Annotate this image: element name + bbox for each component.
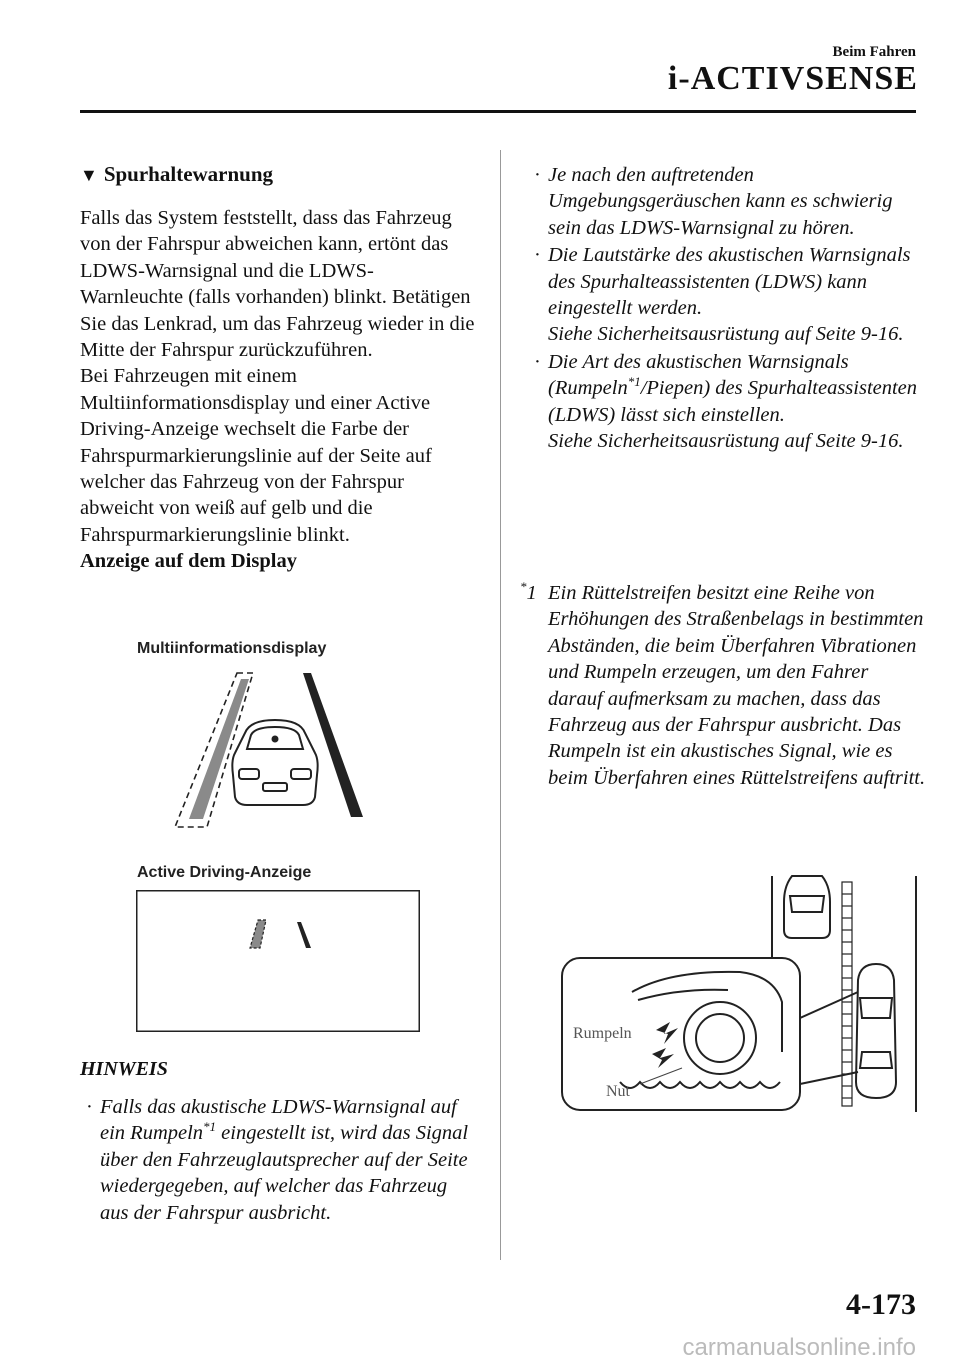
body-paragraph-2: Bei Fahrzeugen mit einem Multiinformationsdisplay und einer Active Driving-Anzeige wechselt die Farbe der Fahrspurmarkierungslinie auf der Seite auf welcher das Fahrzeug von der Fahrspur abweicht von weiß auf gelb und die Fahrspurmarkierungslinie blinkt. bbox=[80, 365, 432, 546]
note-item-1 bbox=[86, 1094, 480, 1226]
bullet-icon: · bbox=[534, 164, 541, 186]
section-heading bbox=[80, 162, 273, 187]
note-item-4-text-a: Die Art des akustischen Warnsignals (Rumpeln bbox=[548, 350, 849, 400]
footnote-asterisk: * bbox=[520, 579, 527, 595]
note-item-4 bbox=[534, 349, 928, 455]
body-paragraph-1: Falls das System feststellt, dass das Fahrzeug von der Fahrspur abweichen kann, ertönt das LDWS-Warnsignal und die LDWS-Warnleuchte (falls vorhanden) blinkt. Betätigen Sie das Lenkrad, um das Fahrzeug wieder in die Mitte der Fahrspur zurückzuführen. bbox=[80, 207, 475, 362]
active-driving-frame bbox=[137, 891, 420, 1032]
header-title: i-ACTIVSENSE bbox=[667, 60, 918, 97]
bullet-icon: · bbox=[86, 1096, 93, 1118]
active-driving-label: Active Driving-Anzeige bbox=[137, 864, 312, 881]
note-item-3 bbox=[534, 242, 928, 348]
multi-display-figure bbox=[165, 665, 385, 833]
triangle-marker-icon: ▼ bbox=[80, 165, 98, 185]
page-number: 4-173 bbox=[846, 1288, 916, 1321]
footnote-mark bbox=[520, 580, 537, 606]
footnote-ref: *1 bbox=[627, 374, 641, 390]
active-driving-figure bbox=[136, 890, 420, 1032]
footnote-text: Ein Rüttelstreifen besitzt eine Reihe von Erhöhungen des Straßenbelags in bestimmten Abständen, die beim Überfahren Vibrationen und Rumpeln erzeugen, um den Fahrer darauf aufmerksam zu machen, dass das Fahrzeug aus der Fahrspur ausbricht. Das Rumpeln ist ein akustisches Signal, wie es beim Überfahren eines Rüttelstreifens auftritt. bbox=[548, 582, 926, 789]
multi-display-label: Multiinformationsdisplay bbox=[137, 640, 327, 657]
car-top-view-icon bbox=[784, 876, 830, 938]
note-continuation bbox=[534, 162, 928, 455]
header-rule bbox=[80, 110, 916, 113]
note-item-2 bbox=[534, 162, 928, 241]
header-section-label: Beim Fahren bbox=[832, 44, 916, 60]
car-rear-icon bbox=[232, 720, 317, 805]
watermark: carmanualsonline.info bbox=[682, 1334, 916, 1361]
bullet-icon: · bbox=[534, 244, 541, 267]
note-item-4-reference: Siehe Sicherheitsausrüstung auf Seite 9-16. bbox=[548, 430, 904, 453]
bullet-icon: · bbox=[534, 350, 541, 373]
note-item-1-text-b: eingestellt ist, wird das Signal über den Fahrzeuglautsprecher auf der Seite wiedergegeben, auf welcher das Fahrzeug aus der Fahrspur ausbricht. bbox=[100, 1122, 469, 1224]
note-title: HINWEIS bbox=[80, 1058, 168, 1080]
footnote-ref: *1 bbox=[203, 1119, 217, 1135]
column-divider bbox=[500, 150, 501, 1260]
note-item-2-text: Je nach den auftretenden Umgebungsgeräuschen kann es schwierig sein das LDWS-Warnsignal zu hören. bbox=[548, 164, 893, 239]
note-item-4-text-b: /Piepen) des Spurhalteassistenten (LDWS) lässt sich einstellen. bbox=[548, 377, 918, 426]
body-text bbox=[80, 205, 475, 575]
note-item-3-reference: Siehe Sicherheitsausrüstung auf Seite 9-16. bbox=[548, 323, 904, 346]
footnote-number: 1 bbox=[526, 582, 537, 604]
car-on-strip-icon bbox=[856, 964, 896, 1098]
rumpeln-label: Rumpeln bbox=[573, 1025, 632, 1042]
rumble-strip bbox=[842, 882, 852, 1106]
section-heading-text: Spurhaltewarnung bbox=[103, 162, 274, 186]
note-item-1-text-a: Falls das akustische LDWS-Warnsignal auf ein Rumpeln bbox=[100, 1096, 457, 1145]
note-item-3-text: Die Lautstärke des akustischen Warnsignals des Spurhalteassistenten (LDWS) kann eingestellt werden. bbox=[548, 244, 911, 320]
nut-label: Nut bbox=[606, 1083, 630, 1100]
display-subheading: Anzeige auf dem Display bbox=[80, 550, 297, 573]
